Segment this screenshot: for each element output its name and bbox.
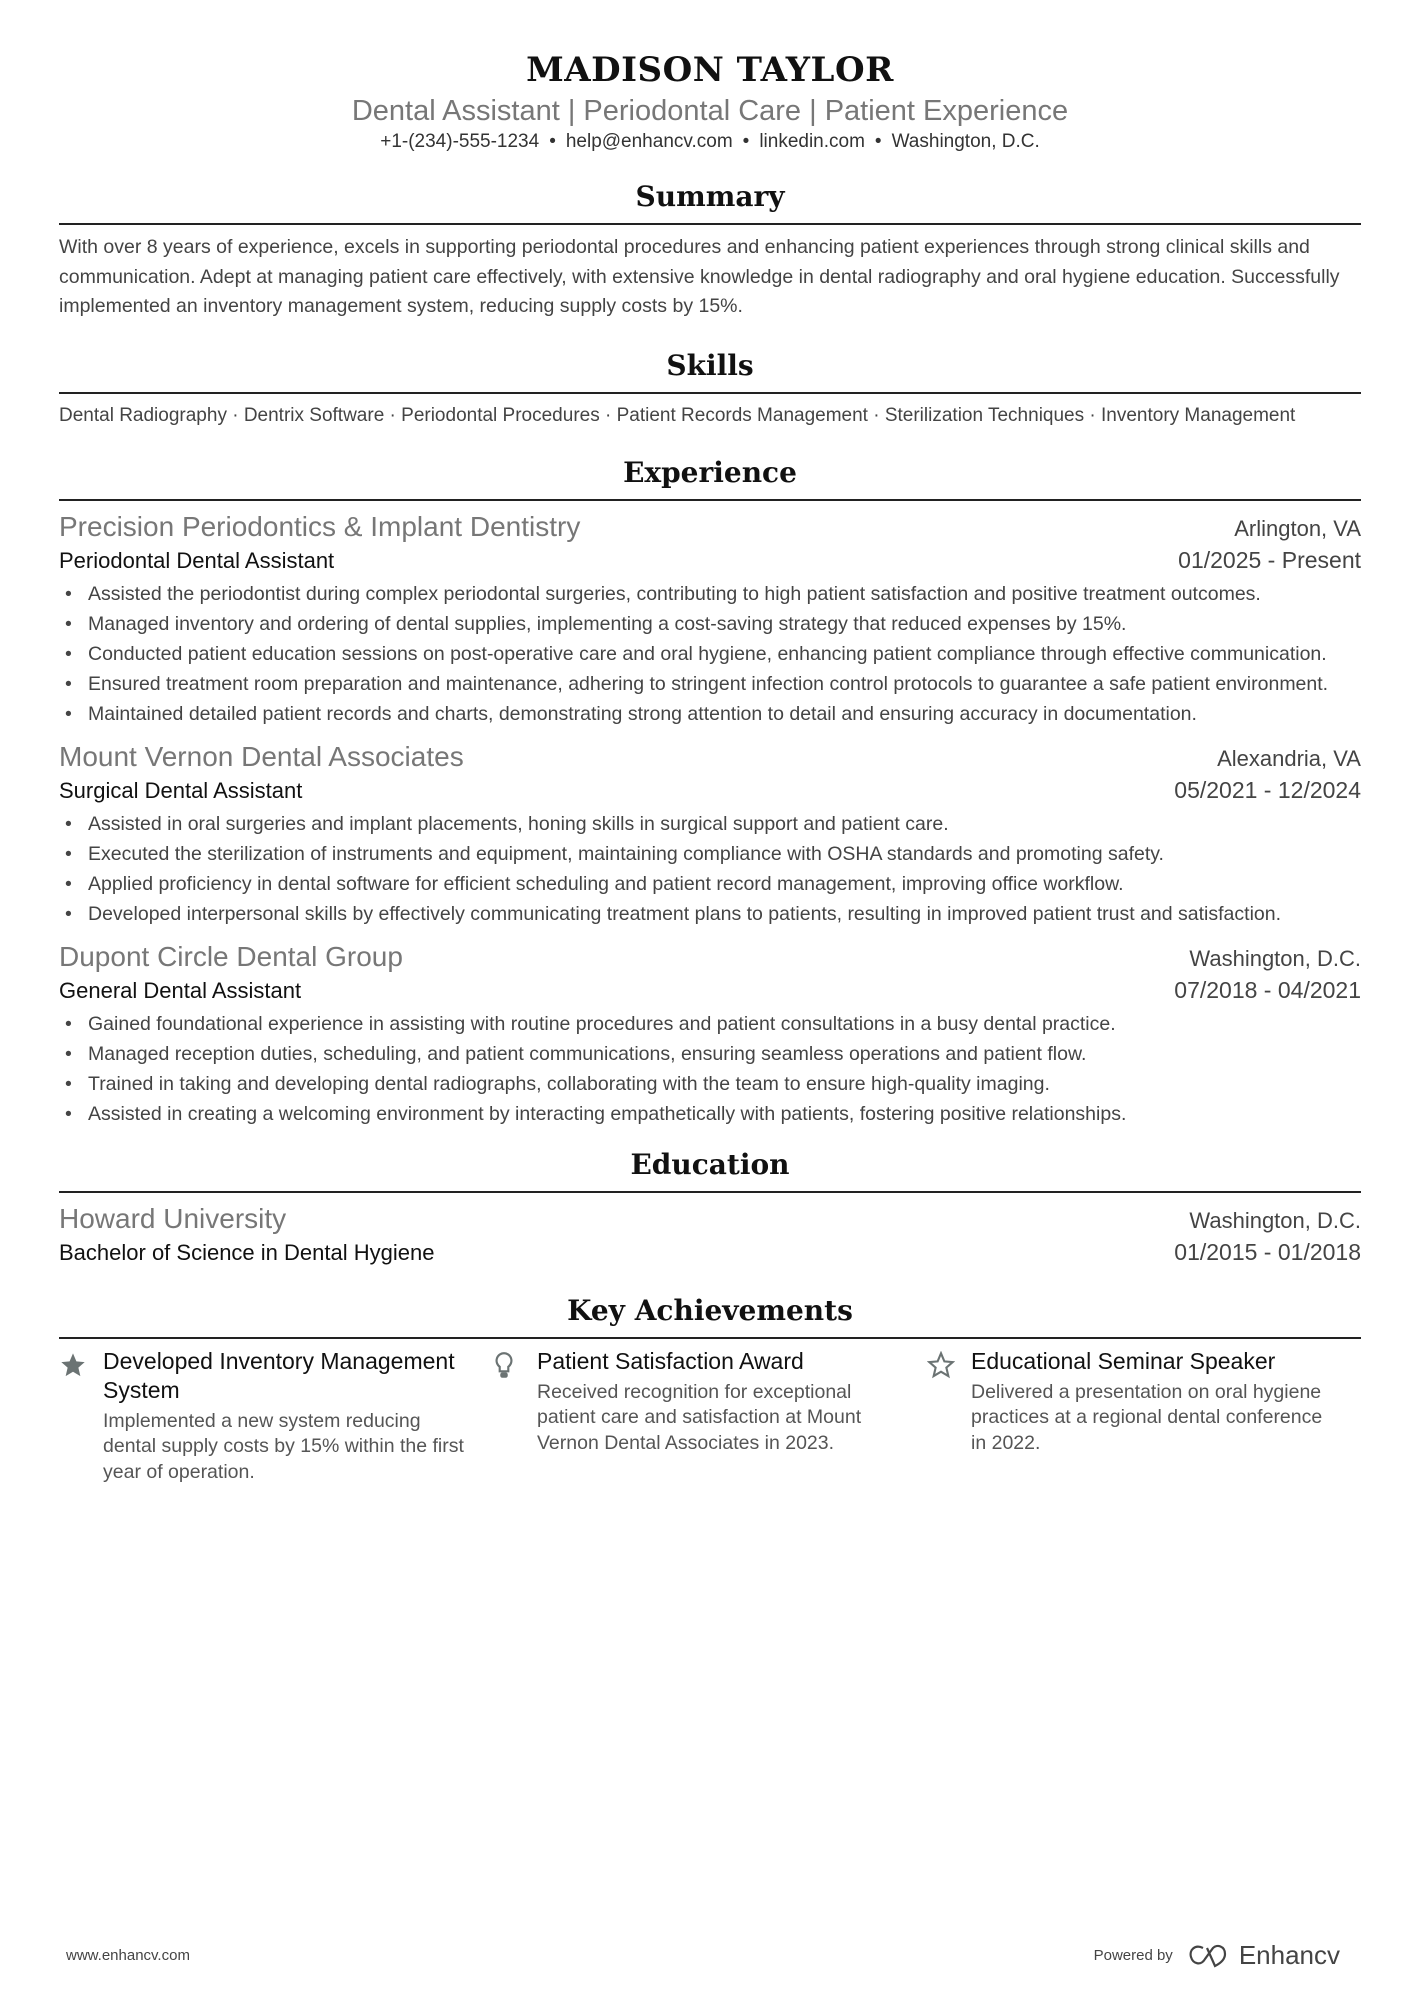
headline: Dental Assistant | Periodontal Care | Patient Experience [351,95,1069,127]
bullet-item: • Ensured treatment room preparation and maintenance, adhering to stringent infection control protocols to guarantee a safe patient environment. [59,669,1361,699]
bullet-item: • Applied proficiency in dental software for efficient scheduling and patient record management, improving office workflow. [59,869,1361,899]
achievement-item [493,1347,927,1486]
company-name: Dupont Circle Dental Group [59,940,403,972]
bullet-item: • Developed interpersonal skills by effectively communicating treatment plans to patients, resulting in improved patient trust and satisfaction. [59,899,1361,929]
company-name: Precision Periodontics & Implant Dentistry [59,510,581,542]
location: Washington, D.C. [891,131,1040,152]
bullet-item: • Assisted in creating a welcoming environment by interacting empathetically with patients, fostering positive relationships. [59,1099,1361,1129]
achievement-desc: Delivered a presentation on oral hygiene practices at a regional dental conference in 2022. [971,1380,1323,1454]
star-outline-icon [927,1347,971,1486]
achievement-item [927,1347,1361,1486]
enhancv-logo[interactable] [1187,1940,1340,1971]
bullet-item: • Trained in taking and developing dental radiographs, collaborating with the team to ensure high-quality imaging. [59,1069,1361,1099]
divider [59,499,1361,501]
job-dates: 01/2025 - Present [1178,546,1361,573]
bullet-item: • Maintained detailed patient records and charts, demonstrating strong attention to detail and ensuring accuracy in documentation. [59,699,1361,729]
school-location: Washington, D.C. [1189,1207,1361,1233]
lightbulb-icon [493,1347,537,1486]
skills-heading: Skills [666,348,754,382]
resume [59,0,1361,1485]
divider [59,1191,1361,1193]
achievement-desc: Implemented a new system reducing dental supply costs by 15% within the first year of operation. [103,1409,464,1483]
achievement-desc: Received recognition for exceptional patient care and satisfaction at Mount Vernon Dental Associates in 2023. [537,1380,862,1454]
company-name: Mount Vernon Dental Associates [59,740,464,772]
bullet-item: • Conducted patient education sessions on post-operative care and oral hygiene, enhancing patient compliance through effective communication. [59,639,1361,669]
achievement-title: Developed Inventory Management System [103,1347,455,1403]
job-entry [59,739,1361,929]
job-location: Arlington, VA [1234,515,1361,541]
achievement-title: Patient Satisfaction Award [537,1347,804,1374]
brand-name: Enhancv [1238,1940,1340,1970]
school-name: Howard University [59,1202,287,1234]
star-filled-icon [59,1347,103,1486]
footer-branding [1094,1940,1340,1971]
divider [59,392,1361,394]
job-entry [59,509,1361,729]
phone: +1-(234)-555-1234 [380,131,540,152]
education-entry [59,1201,1361,1269]
candidate-name: MADISON TAYLOR [526,50,894,90]
summary-text: With over 8 years of experience, excels in supporting periodontal procedures and enhancing patient experiences through strong clinical skills and communication. Adept at managing patient care effectively, with extensive knowledge in dental radiography and oral hygiene education. Successfully implemented an inventory management system, reducing supply costs by 15%. [59,236,1340,317]
job-title: Periodontal Dental Assistant [59,547,335,573]
achievement-item [59,1347,493,1486]
job-entry [59,939,1361,1129]
powered-by-label: Powered by [1093,1947,1173,1964]
job-dates: 05/2021 - 12/2024 [1174,776,1361,803]
bullet-item: • Assisted the periodontist during complex periodontal surgeries, contributing to high patient satisfaction and positive treatment outcomes. [59,579,1361,609]
summary-heading: Summary [635,180,785,213]
bullet-item: • Managed reception duties, scheduling, and patient communications, ensuring seamless operations and patient flow. [59,1039,1361,1069]
experience-list [59,509,1361,1129]
achievements-heading: Key Achievements [567,1293,853,1327]
bullet-item: • Gained foundational experience in assisting with routine procedures and patient consultations in a busy dental practice. [59,1009,1361,1039]
linkedin-link[interactable]: linkedin.com [759,131,865,152]
bullet-item: • Executed the sterilization of instruments and equipment, maintaining compliance with OSHA standards and promoting safety. [59,839,1361,869]
bullet-item: • Assisted in oral surgeries and implant placements, honing skills in surgical support and patient care. [59,809,1361,839]
job-title: General Dental Assistant [59,977,302,1003]
bullet-item: • Managed inventory and ordering of dental supplies, implementing a cost-saving strategy that reduced expenses by 15%. [59,609,1361,639]
enhancv-logo-icon [1187,1944,1231,1968]
contact-info: +1-(234)-555-1234 • help@enhancv.com • linkedin.com • Washington, D.C. [380,131,1040,152]
job-bullets [59,809,1361,929]
job-location: Alexandria, VA [1217,745,1361,771]
achievement-title: Educational Seminar Speaker [971,1347,1276,1374]
job-dates: 07/2018 - 04/2021 [1174,976,1361,1003]
job-title: Surgical Dental Assistant [59,777,303,803]
degree: Bachelor of Science in Dental Hygiene [59,1239,435,1265]
footer-website[interactable]: www.enhancv.com [66,1947,190,1964]
job-location: Washington, D.C. [1189,945,1361,971]
skills-list: Dental Radiography · Dentrix Software · Periodontal Procedures · Patient Records Management · Sterilization Techniques · Inventory Management [59,404,1296,426]
divider [59,1337,1361,1339]
divider [59,223,1361,225]
experience-heading: Experience [623,455,797,489]
education-heading: Education [630,1147,790,1181]
achievements-list [59,1347,1361,1486]
job-bullets [59,579,1361,729]
education-dates: 01/2015 - 01/2018 [1174,1238,1361,1265]
job-bullets [59,1009,1361,1129]
email-link[interactable]: help@enhancv.com [565,131,733,152]
